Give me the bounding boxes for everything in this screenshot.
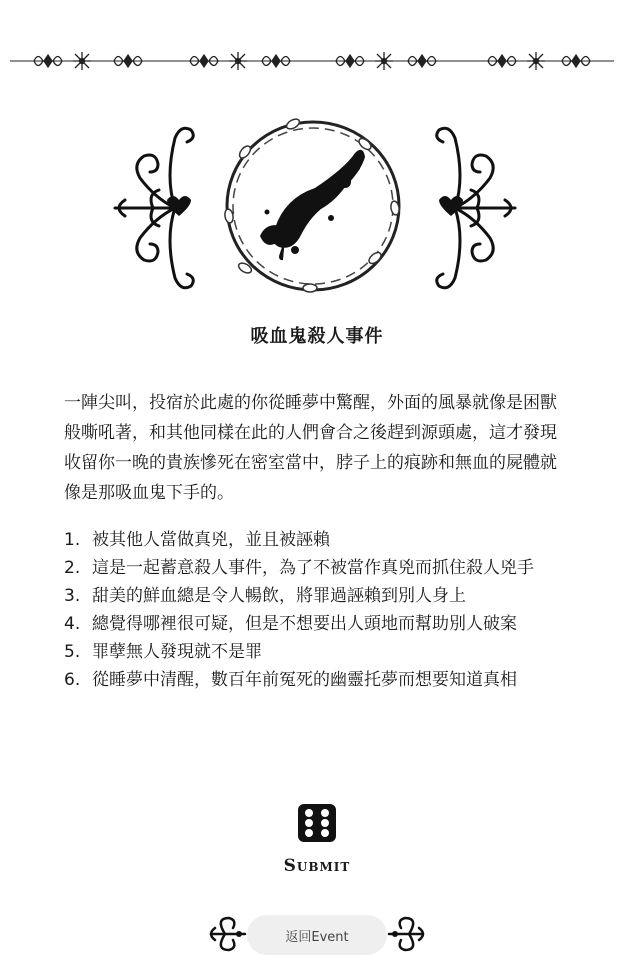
option-text: 罪孽無人發現就不是罪 (92, 642, 262, 662)
option-number: 1. (64, 530, 81, 550)
right-scroll-ornament-icon (387, 914, 429, 954)
back-button-group (205, 910, 429, 958)
vampire-emblem (95, 108, 535, 308)
list-item[interactable] (64, 526, 564, 554)
option-number: 2. (64, 558, 81, 578)
option-number: 6. (64, 670, 81, 690)
option-number: 3. (64, 586, 81, 606)
right-heart-icon (439, 196, 463, 216)
list-item[interactable] (64, 638, 564, 666)
option-text: 從睡夢中清醒，數百年前冤死的幽靈托夢而想要知道真相 (92, 670, 517, 690)
story-intro: 一陣尖叫，投宿於此處的你從睡夢中驚醒，外面的風暴就像是困獸般嘶吼著，和其他同樣在此的人們會合之後趕到源頭處，這才發現收留你一晚的貴族慘死在密室當中，脖子上的痕跡和無血的屍體就像是那吸血鬼下手的。 (64, 393, 557, 503)
list-item[interactable] (64, 582, 564, 610)
list-item[interactable] (64, 610, 564, 638)
option-text: 被其他人當做真兇，並且被誣賴 (92, 530, 330, 550)
option-text: 甜美的鮮血總是令人暢飲，將罪過誣賴到別人身上 (92, 586, 466, 606)
option-number: 4. (64, 614, 81, 634)
submit-button[interactable]: Submit (283, 856, 351, 876)
left-heart-icon (167, 196, 191, 216)
list-item[interactable] (64, 666, 564, 694)
page-title: 吸血鬼殺人事件 (250, 326, 384, 347)
back-to-event-button[interactable]: 返回Event (247, 915, 387, 955)
option-list (64, 526, 564, 694)
ornamental-divider (10, 46, 614, 76)
left-scroll-ornament-icon (205, 914, 247, 954)
blood-splatter-icon (260, 150, 365, 260)
option-text: 總覺得哪裡很可疑，但是不想要出人頭地而幫助別人破案 (92, 614, 517, 634)
option-text: 這是一起蓄意殺人事件，為了不被當作真兇而抓住殺人兇手 (92, 558, 534, 578)
dice-icon[interactable] (298, 804, 336, 842)
list-item[interactable] (64, 554, 564, 582)
option-number: 5. (64, 642, 81, 662)
